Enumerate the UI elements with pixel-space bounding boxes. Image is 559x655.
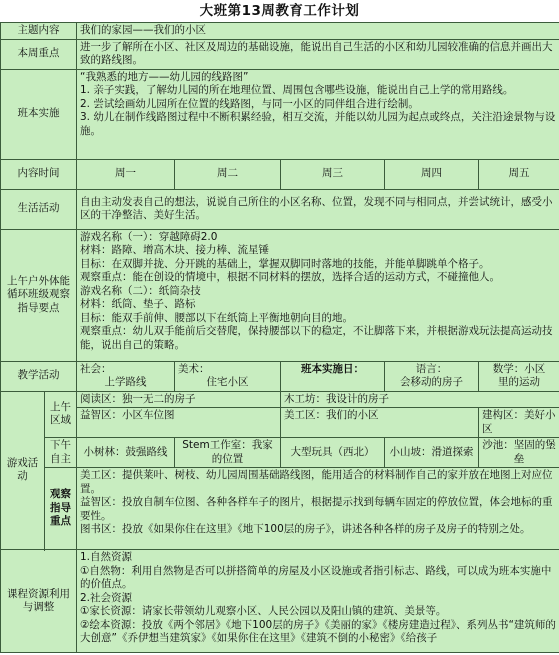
play-am-label: 上午区域 <box>45 391 77 438</box>
focus-value: 进一步了解所在小区、社区及周边的基础设施，能说出自己生活的小区和幼儿园较准确的信息并画出大致的路线图。 <box>77 39 559 69</box>
day-wed: 周三 <box>281 159 385 189</box>
teaching-topic: 住宅小区 <box>206 376 249 388</box>
class-impl-line: “我熟悉的地方——幼儿园的线路图” <box>80 70 249 83</box>
play-am-row-1 <box>1 391 559 408</box>
class-impl-label: 班本实施 <box>1 69 77 159</box>
resources-line: 1.自然资源 <box>80 551 133 563</box>
resources-line: ①家长资源：请家长带领幼儿观察小区、人民公园以及阳山镇的建筑、美景等。 <box>80 605 447 617</box>
play-pm-slope: 小山坡：滑道探索 <box>385 438 479 468</box>
teaching-label: 教学活动 <box>1 361 77 391</box>
day-mon: 周一 <box>77 159 175 189</box>
life-value: 自由主动发表自己的想法，说说自己所住的小区名称、位置，发现不同与相同点，并尝试统计，感受小区的干净整洁、美好生活。 <box>77 189 559 229</box>
theme-label: 主题内容 <box>1 23 77 40</box>
play-obs-row <box>1 468 559 550</box>
teaching-row <box>1 361 559 391</box>
page-title: 大班第13周教育工作计划 <box>0 0 559 22</box>
focus-row <box>1 39 559 69</box>
day-fri: 周五 <box>479 159 559 189</box>
resources-label: 课程资源利用与调整 <box>1 550 77 653</box>
play-pm-stem: Stem工作室：我家的位置 <box>175 438 281 468</box>
outdoor-line: 材料：纸筒、垫子、路标 <box>80 298 196 310</box>
resources-line: ①自然物：利用自然物是否可以拼搭简单的房屋及小区设施或者指引标志、路线，可以成为班本实施中的价值点。 <box>80 564 552 590</box>
play-am-row-2 <box>1 408 559 438</box>
teaching-topic: 里的运动 <box>498 376 541 388</box>
class-impl-line: 3. 幼儿在制作线路图过程中不断积累经验，相互交流，并能以幼儿园为起点或终点，关注沿途景物与设施。 <box>80 111 556 137</box>
teaching-topic: 上学路线 <box>104 376 147 388</box>
teaching-topic: 会移动的房子 <box>400 376 463 388</box>
obs-line: 益智区：投放自制车位图、各种各样车子的图片，根据提示找到每辆车固定的停放位置，体会地标的重要性。 <box>80 496 553 522</box>
resources-content <box>77 550 559 653</box>
obs-line: 美工区：提供莱叶、树枝、幼儿园周围基础路线图，能用适合的材料制作自己的家并放在地图上对应位置。 <box>80 469 553 495</box>
play-area-woodwork: 木工坊：我设计的房子 <box>281 391 559 408</box>
resources-row <box>1 550 559 653</box>
outdoor-content <box>77 229 559 361</box>
play-obs-label: 观察指导重点 <box>45 468 77 550</box>
play-pm-row <box>1 438 559 468</box>
outdoor-line: 游戏名称（二）：纸筒杂技 <box>80 284 201 297</box>
play-pm-woods: 小树林：鼓强路线 <box>77 438 175 468</box>
resources-line: 2.社会资源 <box>80 591 133 604</box>
plan-table <box>0 22 559 653</box>
play-obs-content <box>77 468 559 550</box>
day-tue: 周二 <box>175 159 281 189</box>
play-area-art: 美工区：我们的小区 <box>281 408 479 438</box>
teaching-subject: 语言： <box>415 362 448 375</box>
play-area-reading: 阅读区：独一无二的房子 <box>77 391 281 408</box>
teaching-subject: 数学：小区 <box>492 362 546 375</box>
play-pm-label: 下午自主 <box>45 438 77 468</box>
class-impl-line: 2. 尝试绘画幼儿园所在位置的线路图，与同一小区的同伴组合进行绘制。 <box>80 97 419 110</box>
resources-line: ②绘本资源：投放《两个邻居》《地下100层的房子》《美丽的家》《楼房建造过程》、系列丛书“建筑师的大创意”《乔伊想当建筑家》《如果你住在这里》《建筑不倒的小秘密》《给孩子 <box>80 618 556 644</box>
play-area-build: 建构区：美好小区 <box>479 408 559 438</box>
teaching-mon <box>77 361 175 391</box>
obs-line: 图书区：投放《如果你住在这里》《地下100层的房子》，讲述各种各样的房子及房子的特别之处。 <box>80 523 531 535</box>
schedule-header-row <box>1 159 559 189</box>
class-impl-row <box>1 69 559 159</box>
outdoor-row <box>1 229 559 361</box>
teaching-subject: 社会： <box>80 362 112 375</box>
teaching-wed: 班本实施日： <box>281 361 385 391</box>
teaching-tue <box>175 361 281 391</box>
schedule-header-label: 内容时间 <box>1 159 77 189</box>
play-pm-sandpit: 沙池：坚固的堡垒 <box>479 438 559 468</box>
class-impl-line: 1. 亲子实践，了解幼儿园的所在地理位置、周围包含哪些设施，能说出自己上学的常用路线。 <box>80 84 514 96</box>
theme-value: 我们的家园——我们的小区 <box>77 23 559 40</box>
outdoor-line: 目标：在双脚并拢、分开跳的基础上，掌握双脚同时落地的技能，并能单脚跳单个格子。 <box>80 257 490 270</box>
play-area-puzzle: 益智区：小区车位图 <box>77 408 281 438</box>
outdoor-line: 游戏名称（一）：穿越障碍2.0 <box>80 230 218 243</box>
life-row <box>1 189 559 229</box>
theme-row <box>1 23 559 40</box>
outdoor-line: 观察重点：能在创设的情境中，根据不同材料的摆放，选择合适的运动方式，不碰撞他人。 <box>80 271 500 283</box>
outdoor-line: 观察重点：幼儿双手能前后交替爬，保持腰部以下的稳定，不让脚落下来，并根据游戏玩法提高运动技能，说出自己的策略。 <box>80 325 553 351</box>
teaching-thu <box>385 361 479 391</box>
day-thu: 周四 <box>385 159 479 189</box>
class-impl-content <box>77 69 559 159</box>
outdoor-line: 目标：能双手前伸、腰部以下在纸筒上平衡地朝向目的地。 <box>80 311 353 324</box>
life-label: 生活活动 <box>1 189 77 229</box>
play-label: 游戏活动 <box>1 391 45 550</box>
play-pm-bigtoys: 大型玩具（西北） <box>281 438 385 468</box>
teaching-subject: 美术： <box>178 362 210 375</box>
outdoor-line: 材料：路障、增高木块、接力棒、流星锤 <box>80 244 269 256</box>
outdoor-label: 上午户外体能循环班级观察指导要点 <box>1 229 77 361</box>
teaching-fri <box>479 361 559 391</box>
focus-label: 本周重点 <box>1 39 77 69</box>
